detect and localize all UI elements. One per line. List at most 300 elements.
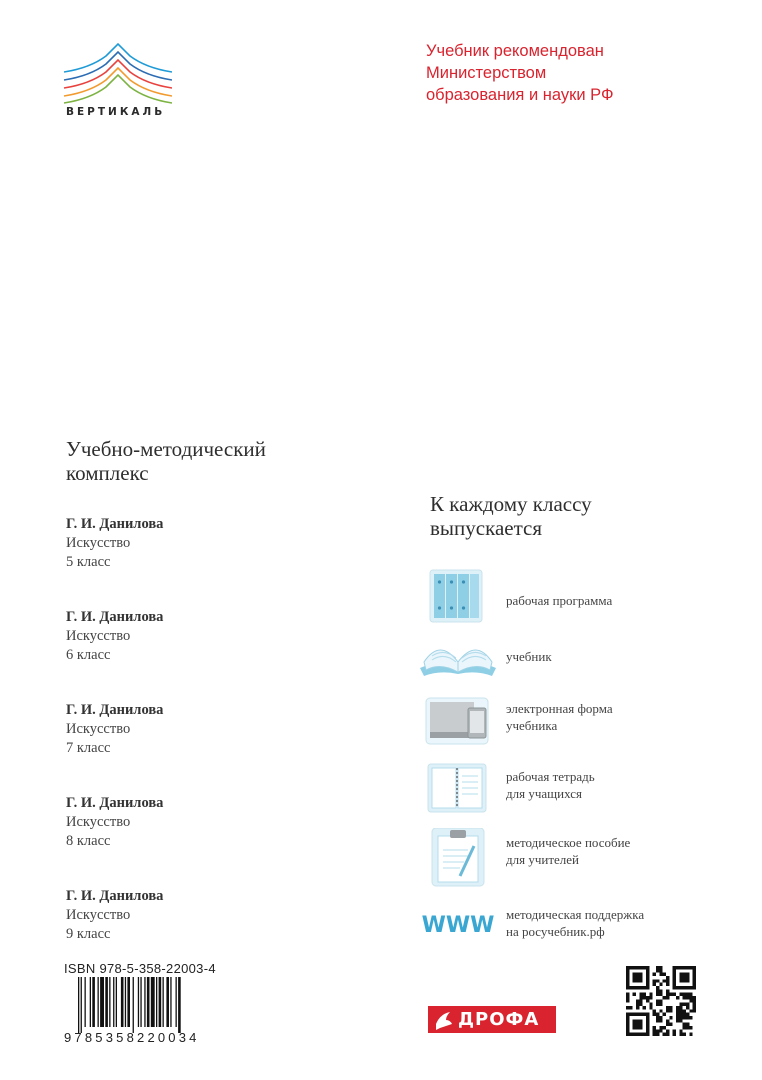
barcode-bar: [159, 977, 162, 1027]
qr-module: [626, 976, 629, 979]
item-label-line: для учащихся: [506, 786, 582, 801]
qr-module: [673, 986, 676, 989]
qr-module: [633, 1033, 636, 1036]
item-label: [506, 906, 644, 940]
barcode-bar: [92, 977, 95, 1027]
qr-module: [636, 999, 639, 1002]
item-label-line: рабочая программа: [506, 593, 613, 608]
qr-module: [659, 1019, 662, 1022]
barcode-bar: [125, 977, 126, 1027]
qr-module: [639, 979, 642, 982]
item-online-support: [418, 898, 738, 958]
qr-module: [666, 993, 669, 996]
qr-module: [646, 986, 649, 989]
qr-module: [689, 993, 692, 996]
vertikal-logo: [62, 42, 182, 122]
qr-module: [639, 973, 642, 976]
qr-module: [629, 1006, 632, 1009]
book-subject: Искусство: [66, 535, 131, 551]
www-icon: [418, 898, 498, 958]
qr-module: [683, 1026, 686, 1029]
qr-module: [636, 1006, 639, 1009]
qr-module: [669, 993, 672, 996]
qr-module: [636, 1033, 639, 1036]
item-workbook: [418, 762, 738, 822]
qr-module: [689, 999, 692, 1002]
notebook-icon: [418, 762, 498, 822]
qr-module: [683, 1033, 686, 1036]
qr-module: [636, 1023, 639, 1026]
book-author: Г. И. Данилова: [66, 702, 164, 718]
barcode-digits: 9785358220034: [64, 1030, 200, 1045]
qr-module: [626, 973, 629, 976]
recommendation-line: Учебник рекомендован: [426, 42, 604, 60]
qr-module: [676, 1019, 679, 1022]
qr-module: [646, 966, 649, 969]
qr-module: [636, 973, 639, 976]
barcode-bar: [109, 977, 110, 1027]
qr-module: [689, 1009, 692, 1012]
qr-module: [659, 989, 662, 992]
qr-module: [656, 999, 659, 1002]
qr-module: [633, 1013, 636, 1016]
qr-module: [689, 966, 692, 969]
qr-module: [673, 973, 676, 976]
qr-module: [683, 1016, 686, 1019]
qr-module: [649, 996, 652, 999]
barcode-bar: [147, 977, 150, 1027]
qr-module: [646, 1016, 649, 1019]
qr-module: [673, 1029, 676, 1032]
qr-module: [626, 1023, 629, 1026]
barcode-bar: [105, 977, 108, 1027]
barcode-bar: [151, 977, 155, 1027]
qr-module: [653, 1013, 656, 1016]
qr-module: [626, 979, 629, 982]
qr-module: [683, 979, 686, 982]
qr-module: [643, 986, 646, 989]
isbn-label: ISBN 978-5-358-22003-4: [64, 961, 216, 976]
qr-module: [673, 983, 676, 986]
qr-module: [676, 986, 679, 989]
book-grade-6: [66, 608, 316, 665]
qr-module: [646, 1029, 649, 1032]
qr-module: [656, 969, 659, 972]
qr-module: [656, 1019, 659, 1022]
item-label-line: учебник: [506, 649, 552, 664]
qr-module: [636, 1026, 639, 1029]
qr-module: [646, 996, 649, 999]
item-label: [506, 700, 613, 734]
qr-module: [686, 996, 689, 999]
qr-module: [643, 996, 646, 999]
qr-module: [646, 1013, 649, 1016]
qr-module: [693, 973, 696, 976]
qr-module: [629, 986, 632, 989]
book-grade: 5 класс: [66, 554, 111, 570]
qr-module: [643, 993, 646, 996]
qr-module: [633, 1023, 636, 1026]
qr-module: [653, 1026, 656, 1029]
qr-module: [693, 983, 696, 986]
barcode: [78, 977, 220, 1033]
qr-module: [689, 996, 692, 999]
qr-module: [639, 996, 642, 999]
qr-module: [676, 1016, 679, 1019]
qr-module: [639, 1013, 642, 1016]
barcode-bar: [78, 977, 79, 1033]
qr-module: [689, 1033, 692, 1036]
qr-module: [633, 976, 636, 979]
qr-module: [669, 1009, 672, 1012]
qr-module: [686, 1003, 689, 1006]
qr-module: [646, 1019, 649, 1022]
qr-module: [669, 1006, 672, 1009]
recommendation-line: образования и науки РФ: [426, 86, 614, 104]
umk-title-line: Учебно-методический: [66, 437, 266, 461]
qr-module: [693, 966, 696, 969]
qr-module: [646, 973, 649, 976]
qr-module: [673, 1033, 676, 1036]
qr-module: [666, 1009, 669, 1012]
umk-title-line: комплекс: [66, 461, 149, 485]
qr-module: [666, 1029, 669, 1032]
qr-module: [683, 1009, 686, 1012]
item-label-line: на росучебник.рф: [506, 924, 605, 939]
qr-module: [646, 999, 649, 1002]
qr-module: [626, 983, 629, 986]
qr-module: [663, 1013, 666, 1016]
qr-module: [679, 1009, 682, 1012]
qr-module: [679, 1003, 682, 1006]
qr-module: [636, 986, 639, 989]
qr-module: [673, 979, 676, 982]
publisher-name: ДРОФА: [458, 1009, 540, 1030]
item-work-program: [418, 568, 738, 628]
qr-module: [653, 973, 656, 976]
barcode-bar: [121, 977, 124, 1027]
item-label: [506, 648, 552, 665]
qr-module: [653, 1029, 656, 1032]
barcode-bar: [98, 977, 99, 1027]
qr-module: [646, 969, 649, 972]
qr-module: [659, 1029, 662, 1032]
item-label-line: рабочая тетрадь: [506, 769, 595, 784]
qr-module: [679, 976, 682, 979]
item-label-line: учебника: [506, 718, 558, 733]
item-textbook: [418, 632, 738, 692]
qr-module: [639, 966, 642, 969]
book-grade-5: [66, 515, 316, 572]
qr-module: [629, 1033, 632, 1036]
qr-module: [656, 986, 659, 989]
qr-module: [656, 1003, 659, 1006]
qr-module: [656, 1033, 659, 1036]
qr-module: [653, 983, 656, 986]
qr-code: [626, 966, 696, 1036]
qr-module: [663, 973, 666, 976]
qr-module: [649, 1006, 652, 1009]
book-subject: Искусство: [66, 721, 131, 737]
book-grade: 7 класс: [66, 740, 111, 756]
each-class-title-line: К каждому классу: [430, 492, 592, 516]
qr-module: [653, 1009, 656, 1012]
vertikal-arcs-icon: [62, 42, 172, 104]
qr-module: [679, 979, 682, 982]
qr-module: [646, 976, 649, 979]
qr-module: [676, 1009, 679, 1012]
qr-module: [639, 999, 642, 1002]
book-author: Г. И. Данилова: [66, 516, 164, 532]
qr-module: [689, 986, 692, 989]
qr-module: [686, 979, 689, 982]
qr-module: [643, 1033, 646, 1036]
qr-module: [626, 993, 629, 996]
qr-module: [686, 1023, 689, 1026]
qr-module: [686, 976, 689, 979]
qr-module: [683, 966, 686, 969]
qr-module: [679, 986, 682, 989]
qr-module: [676, 996, 679, 999]
qr-module: [643, 966, 646, 969]
qr-module: [676, 966, 679, 969]
qr-module: [639, 1023, 642, 1026]
barcode-bar: [140, 977, 141, 1027]
qr-module: [669, 1016, 672, 1019]
qr-module: [666, 976, 669, 979]
qr-module: [659, 1026, 662, 1029]
barcode-bar: [163, 977, 164, 1027]
qr-module: [679, 1013, 682, 1016]
qr-module: [679, 993, 682, 996]
qr-module: [679, 1019, 682, 1022]
barcode-bar: [144, 977, 145, 1027]
qr-module: [686, 966, 689, 969]
qr-module: [643, 1006, 646, 1009]
book-grade-9: [66, 887, 316, 944]
qr-module: [683, 1003, 686, 1006]
each-class-title-line: выпускается: [430, 516, 543, 540]
qr-module: [633, 1026, 636, 1029]
each-class-title: [430, 492, 730, 540]
qr-module: [626, 1029, 629, 1032]
book-subject: Искусство: [66, 628, 131, 644]
open-book-icon: [418, 632, 498, 692]
qr-module: [693, 979, 696, 982]
qr-module: [629, 966, 632, 969]
qr-module: [659, 983, 662, 986]
qr-module: [626, 969, 629, 972]
qr-module: [683, 986, 686, 989]
barcode-bar: [170, 977, 171, 1027]
qr-module: [633, 986, 636, 989]
qr-module: [666, 1006, 669, 1009]
qr-module: [649, 1003, 652, 1006]
qr-module: [666, 979, 669, 982]
www-icon-text: WWW: [421, 913, 495, 938]
qr-module: [673, 966, 676, 969]
qr-module: [666, 1033, 669, 1036]
clipboard-icon: [418, 828, 498, 888]
qr-module: [653, 1033, 656, 1036]
qr-module: [646, 1026, 649, 1029]
item-label-line: методическая поддержка: [506, 907, 645, 922]
qr-module: [666, 996, 669, 999]
book-subject: Искусство: [66, 907, 131, 923]
qr-module: [693, 1006, 696, 1009]
barcode-bar: [85, 977, 86, 1027]
qr-module: [626, 996, 629, 999]
umk-title: [66, 437, 386, 485]
qr-module: [659, 1003, 662, 1006]
qr-module: [639, 1019, 642, 1022]
qr-module: [626, 1019, 629, 1022]
item-label-line: методическое пособие: [506, 835, 631, 850]
qr-module: [633, 979, 636, 982]
qr-module: [626, 1006, 629, 1009]
qr-module: [656, 1016, 659, 1019]
qr-module: [629, 1013, 632, 1016]
qr-module: [693, 976, 696, 979]
barcode-bar: [100, 977, 104, 1027]
qr-module: [656, 993, 659, 996]
qr-module: [673, 993, 676, 996]
qr-module: [656, 1029, 659, 1032]
qr-module: [626, 1016, 629, 1019]
item-label: [506, 592, 612, 609]
bird-icon: [430, 1006, 456, 1033]
barcode-bar: [176, 977, 177, 1027]
qr-module: [646, 1023, 649, 1026]
book-author: Г. И. Данилова: [66, 795, 164, 811]
qr-module: [626, 1026, 629, 1029]
qr-module: [649, 993, 652, 996]
qr-module: [633, 1019, 636, 1022]
qr-module: [626, 986, 629, 989]
qr-module: [693, 996, 696, 999]
qr-module: [686, 1016, 689, 1019]
qr-module: [636, 1003, 639, 1006]
qr-module: [679, 1033, 682, 1036]
qr-module: [693, 986, 696, 989]
qr-module: [646, 1033, 649, 1036]
book-grade: 9 класс: [66, 926, 111, 942]
qr-module: [679, 966, 682, 969]
qr-module: [633, 973, 636, 976]
qr-module: [689, 1016, 692, 1019]
qr-module: [686, 1006, 689, 1009]
qr-module: [659, 973, 662, 976]
barcode-bar: [127, 977, 130, 1027]
qr-module: [683, 976, 686, 979]
qr-module: [693, 999, 696, 1002]
qr-module: [683, 1013, 686, 1016]
barcode-bar: [116, 977, 117, 1027]
book-grade: 8 класс: [66, 833, 111, 849]
qr-module: [663, 979, 666, 982]
qr-module: [683, 973, 686, 976]
qr-module: [633, 993, 636, 996]
qr-module: [656, 1013, 659, 1016]
book-grade: 6 класс: [66, 647, 111, 663]
book-grade-7: [66, 701, 316, 758]
item-label: [506, 834, 630, 868]
drofa-publisher-logo: [428, 1006, 556, 1033]
qr-module: [626, 966, 629, 969]
qr-module: [626, 1013, 629, 1016]
qr-module: [646, 983, 649, 986]
qr-module: [636, 976, 639, 979]
qr-module: [656, 979, 659, 982]
barcode-bar: [133, 977, 134, 1033]
qr-module: [673, 969, 676, 972]
barcode-bar: [178, 977, 181, 1033]
item-teacher-guide: [418, 828, 738, 888]
binder-icon: [418, 568, 498, 628]
qr-module: [679, 1006, 682, 1009]
qr-module: [659, 993, 662, 996]
barcode-bar: [156, 977, 157, 1027]
qr-module: [679, 1029, 682, 1032]
qr-module: [689, 1026, 692, 1029]
qr-module: [679, 973, 682, 976]
qr-module: [659, 969, 662, 972]
barcode-bar: [138, 977, 139, 1027]
qr-module: [683, 993, 686, 996]
qr-module: [639, 976, 642, 979]
qr-module: [656, 989, 659, 992]
qr-module: [666, 989, 669, 992]
qr-module: [636, 966, 639, 969]
item-label-line: электронная форма: [506, 701, 613, 716]
qr-module: [679, 1016, 682, 1019]
qr-module: [643, 1013, 646, 1016]
barcode-bar: [81, 977, 82, 1033]
qr-module: [659, 966, 662, 969]
qr-module: [676, 1006, 679, 1009]
qr-module: [659, 1009, 662, 1012]
book-grade-8: [66, 794, 316, 851]
qr-module: [683, 1023, 686, 1026]
barcode-bar: [166, 977, 169, 1027]
qr-module: [653, 979, 656, 982]
qr-module: [686, 1026, 689, 1029]
qr-module: [626, 1033, 629, 1036]
book-subject: Искусство: [66, 814, 131, 830]
qr-module: [686, 973, 689, 976]
qr-module: [686, 993, 689, 996]
qr-module: [656, 966, 659, 969]
qr-module: [663, 1033, 666, 1036]
qr-module: [676, 1013, 679, 1016]
qr-module: [636, 1013, 639, 1016]
qr-module: [639, 1003, 642, 1006]
qr-module: [636, 979, 639, 982]
book-author: Г. И. Данилова: [66, 888, 164, 904]
qr-module: [673, 976, 676, 979]
qr-module: [686, 986, 689, 989]
qr-module: [693, 1003, 696, 1006]
qr-module: [659, 1016, 662, 1019]
qr-module: [626, 999, 629, 1002]
barcode-bar: [90, 977, 91, 1027]
qr-module: [683, 996, 686, 999]
qr-module: [639, 1026, 642, 1029]
recommendation-note: [426, 40, 726, 106]
qr-module: [666, 1019, 669, 1022]
qr-module: [636, 1019, 639, 1022]
book-author: Г. И. Данилова: [66, 609, 164, 625]
